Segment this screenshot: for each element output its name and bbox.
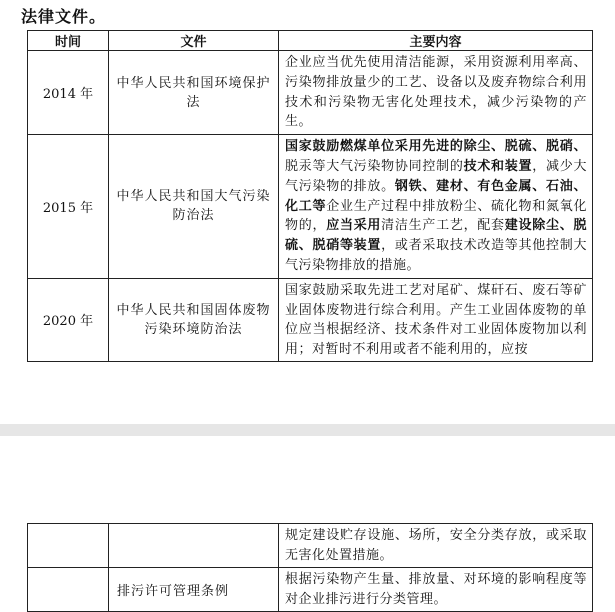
table-row — [28, 135, 593, 279]
header-time: 时间 — [28, 31, 109, 51]
row-year: 2014 年 — [28, 51, 109, 135]
row-law: 中华人民共和国固体废物污染环境防治法 — [109, 278, 279, 361]
header-document: 文件 — [109, 31, 279, 51]
page-divider — [0, 424, 615, 436]
row-content — [279, 51, 593, 135]
section-heading: 法律文件。 — [21, 7, 107, 26]
regulation-table-continued — [27, 523, 593, 612]
table-row — [28, 524, 593, 568]
content-segment: 应当采用 — [326, 218, 382, 234]
content-segment: 企业生产过程中排放粉尘、硫化物和氮氧化物的， — [285, 198, 587, 234]
row-content — [279, 278, 593, 361]
table-row — [28, 51, 593, 135]
row-law: 中华人民共和国环境保护法 — [109, 51, 279, 135]
regulation-table — [27, 30, 593, 362]
table-row — [28, 568, 593, 612]
table-row — [28, 278, 593, 361]
content-segment: 国家鼓励采取先进工艺对尾矿、煤矸石、废石等矿业固体废物进行综合利用。产生工业固体废物的单位应当根据经济、技术条件对工业固体废物加以利用；对暂时不利用或者不能利用的，应按 — [285, 282, 587, 358]
content-segment: 企业应当优先使用清洁能源，采用资源利用率高、污染物排放量少的工艺、设备以及废弃物综合利用技术和污染物无害化处理技术，减少污染物的产生。 — [285, 55, 587, 130]
content-segment: 清洁生产工艺，配套 — [381, 218, 505, 234]
row-law — [109, 524, 279, 568]
row-law: 排污许可管理条例 — [109, 568, 279, 612]
content-segment: ，减少大气污染物的排放。 — [285, 158, 587, 194]
row-content — [279, 135, 593, 279]
content-segment: 脱汞等大气污染物协同控制的 — [285, 158, 464, 174]
row-year: 2020 年 — [28, 278, 109, 361]
row-law: 中华人民共和国大气污染防治法 — [109, 135, 279, 279]
content-segment: 国家鼓励燃煤单位采用先进的除尘、脱硫、脱硝、 — [285, 139, 587, 155]
row-content: 根据污染物产生量、排放量、对环境的影响程度等对企业排污进行分类管理。 — [279, 568, 593, 612]
content-segment: 建设除尘、脱硫、脱硝等装置 — [285, 218, 587, 254]
table-header-row — [28, 31, 593, 51]
row-year: 2015 年 — [28, 135, 109, 279]
row-year — [28, 568, 109, 612]
content-segment: 钢铁、建材、有色金属、石油、化工等 — [285, 178, 587, 214]
row-content: 规定建设贮存设施、场所，安全分类存放，或采取无害化处置措施。 — [279, 524, 593, 568]
row-year — [28, 524, 109, 568]
header-content: 主要内容 — [279, 31, 593, 51]
content-segment: 技术和装置 — [463, 158, 533, 174]
content-segment: ，或者采取技术改造等其他控制大气污染物排放的措施。 — [285, 238, 587, 273]
